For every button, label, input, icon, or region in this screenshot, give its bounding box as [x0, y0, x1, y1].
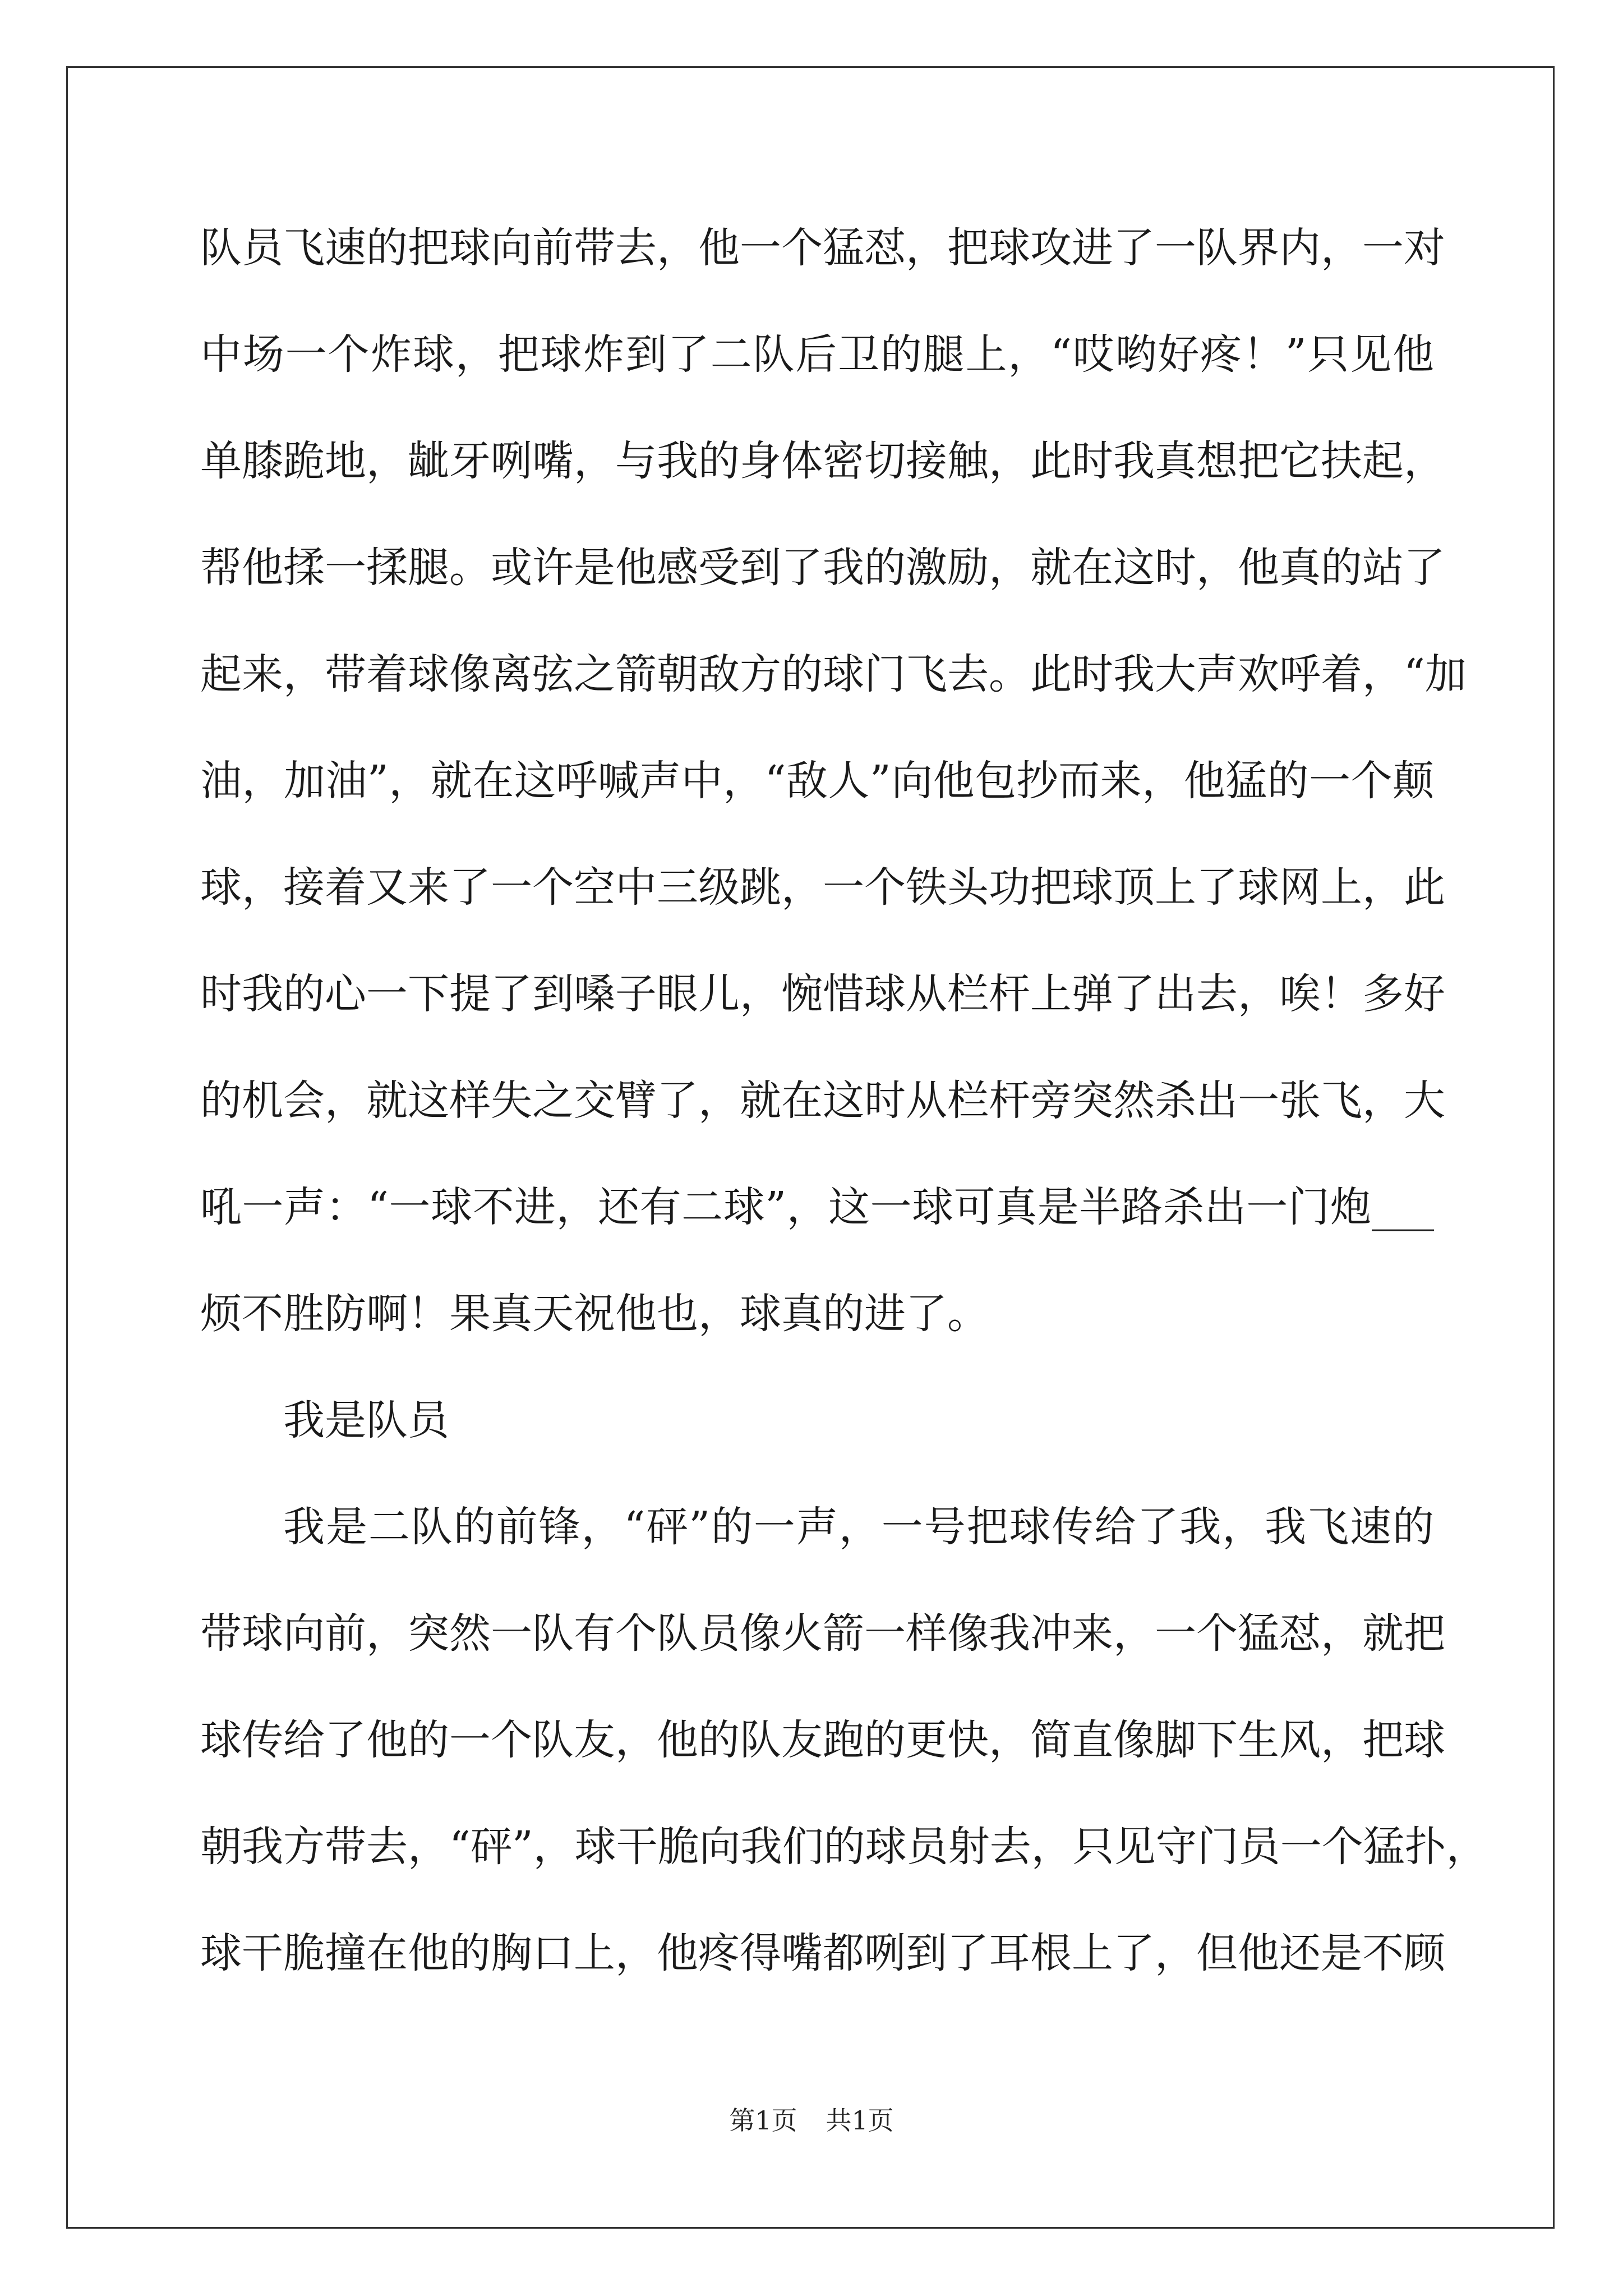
page-number: 第1页	[729, 2105, 797, 2136]
text-line: 球，接着又来了一个空中三级跳，一个铁头功把球顶上了球网上，此	[200, 863, 1445, 912]
text-line: 的机会，就这样失之交臂了，就在这时从栏杆旁突然杀出一张飞，大	[200, 1076, 1445, 1125]
text-line: 球干脆撞在他的胸口上，他疼得嘴都咧到了耳根上了，但他还是不顾	[200, 1929, 1445, 1977]
text-line: 起来，带着球像离弦之箭朝敌方的球门飞去。此时我大声欢呼着，“加	[200, 650, 1467, 698]
text-line: 烦不胜防啊！果真天祝他也，球真的进了。	[200, 1290, 989, 1338]
text-line: 时我的心一下提了到嗓子眼儿，惋惜球从栏杆上弹了出去，唉！多好	[200, 970, 1445, 1018]
text-line: 带球向前，突然一队有个队员像火箭一样像我冲来，一个猛怼，就把	[200, 1609, 1445, 1658]
page-total: 共1页	[826, 2105, 894, 2136]
text-line: 我是二队的前锋，“砰”的一声，一号把球传给了我，我飞速的	[283, 1503, 1434, 1551]
text-line: 油，加油”，就在这呼喊声中，“敌人”向他包抄而来，他猛的一个颠	[200, 757, 1434, 805]
text-line: 球传给了他的一个队友，他的队友跑的更快，简直像脚下生风，把球	[200, 1716, 1445, 1764]
text-line: 朝我方带去，“砰”，球干脆向我们的球员射去，只见守门员一个猛扑，	[200, 1823, 1488, 1871]
text-line: 队员飞速的把球向前带去，他一个猛怼，把球攻进了一队界内，一对	[200, 224, 1445, 272]
text-line: 帮他揉一揉腿。或许是他感受到了我的激励，就在这时，他真的站了	[200, 544, 1445, 592]
text-line: 单膝跪地，龇牙咧嘴，与我的身体密切接触，此时我真想把它扶起，	[200, 437, 1445, 485]
text-line: 中场一个炸球，把球炸到了二队后卫的腿上，“哎哟好疼！”只见他	[200, 330, 1434, 379]
page-border	[66, 66, 1555, 2229]
page-footer	[0, 2104, 1623, 2137]
section-heading: 我是队员	[283, 1396, 449, 1444]
text-line: 吼一声：“一球不进，还有二球”，这一球可真是半路杀出一门炮___	[200, 1183, 1434, 1231]
